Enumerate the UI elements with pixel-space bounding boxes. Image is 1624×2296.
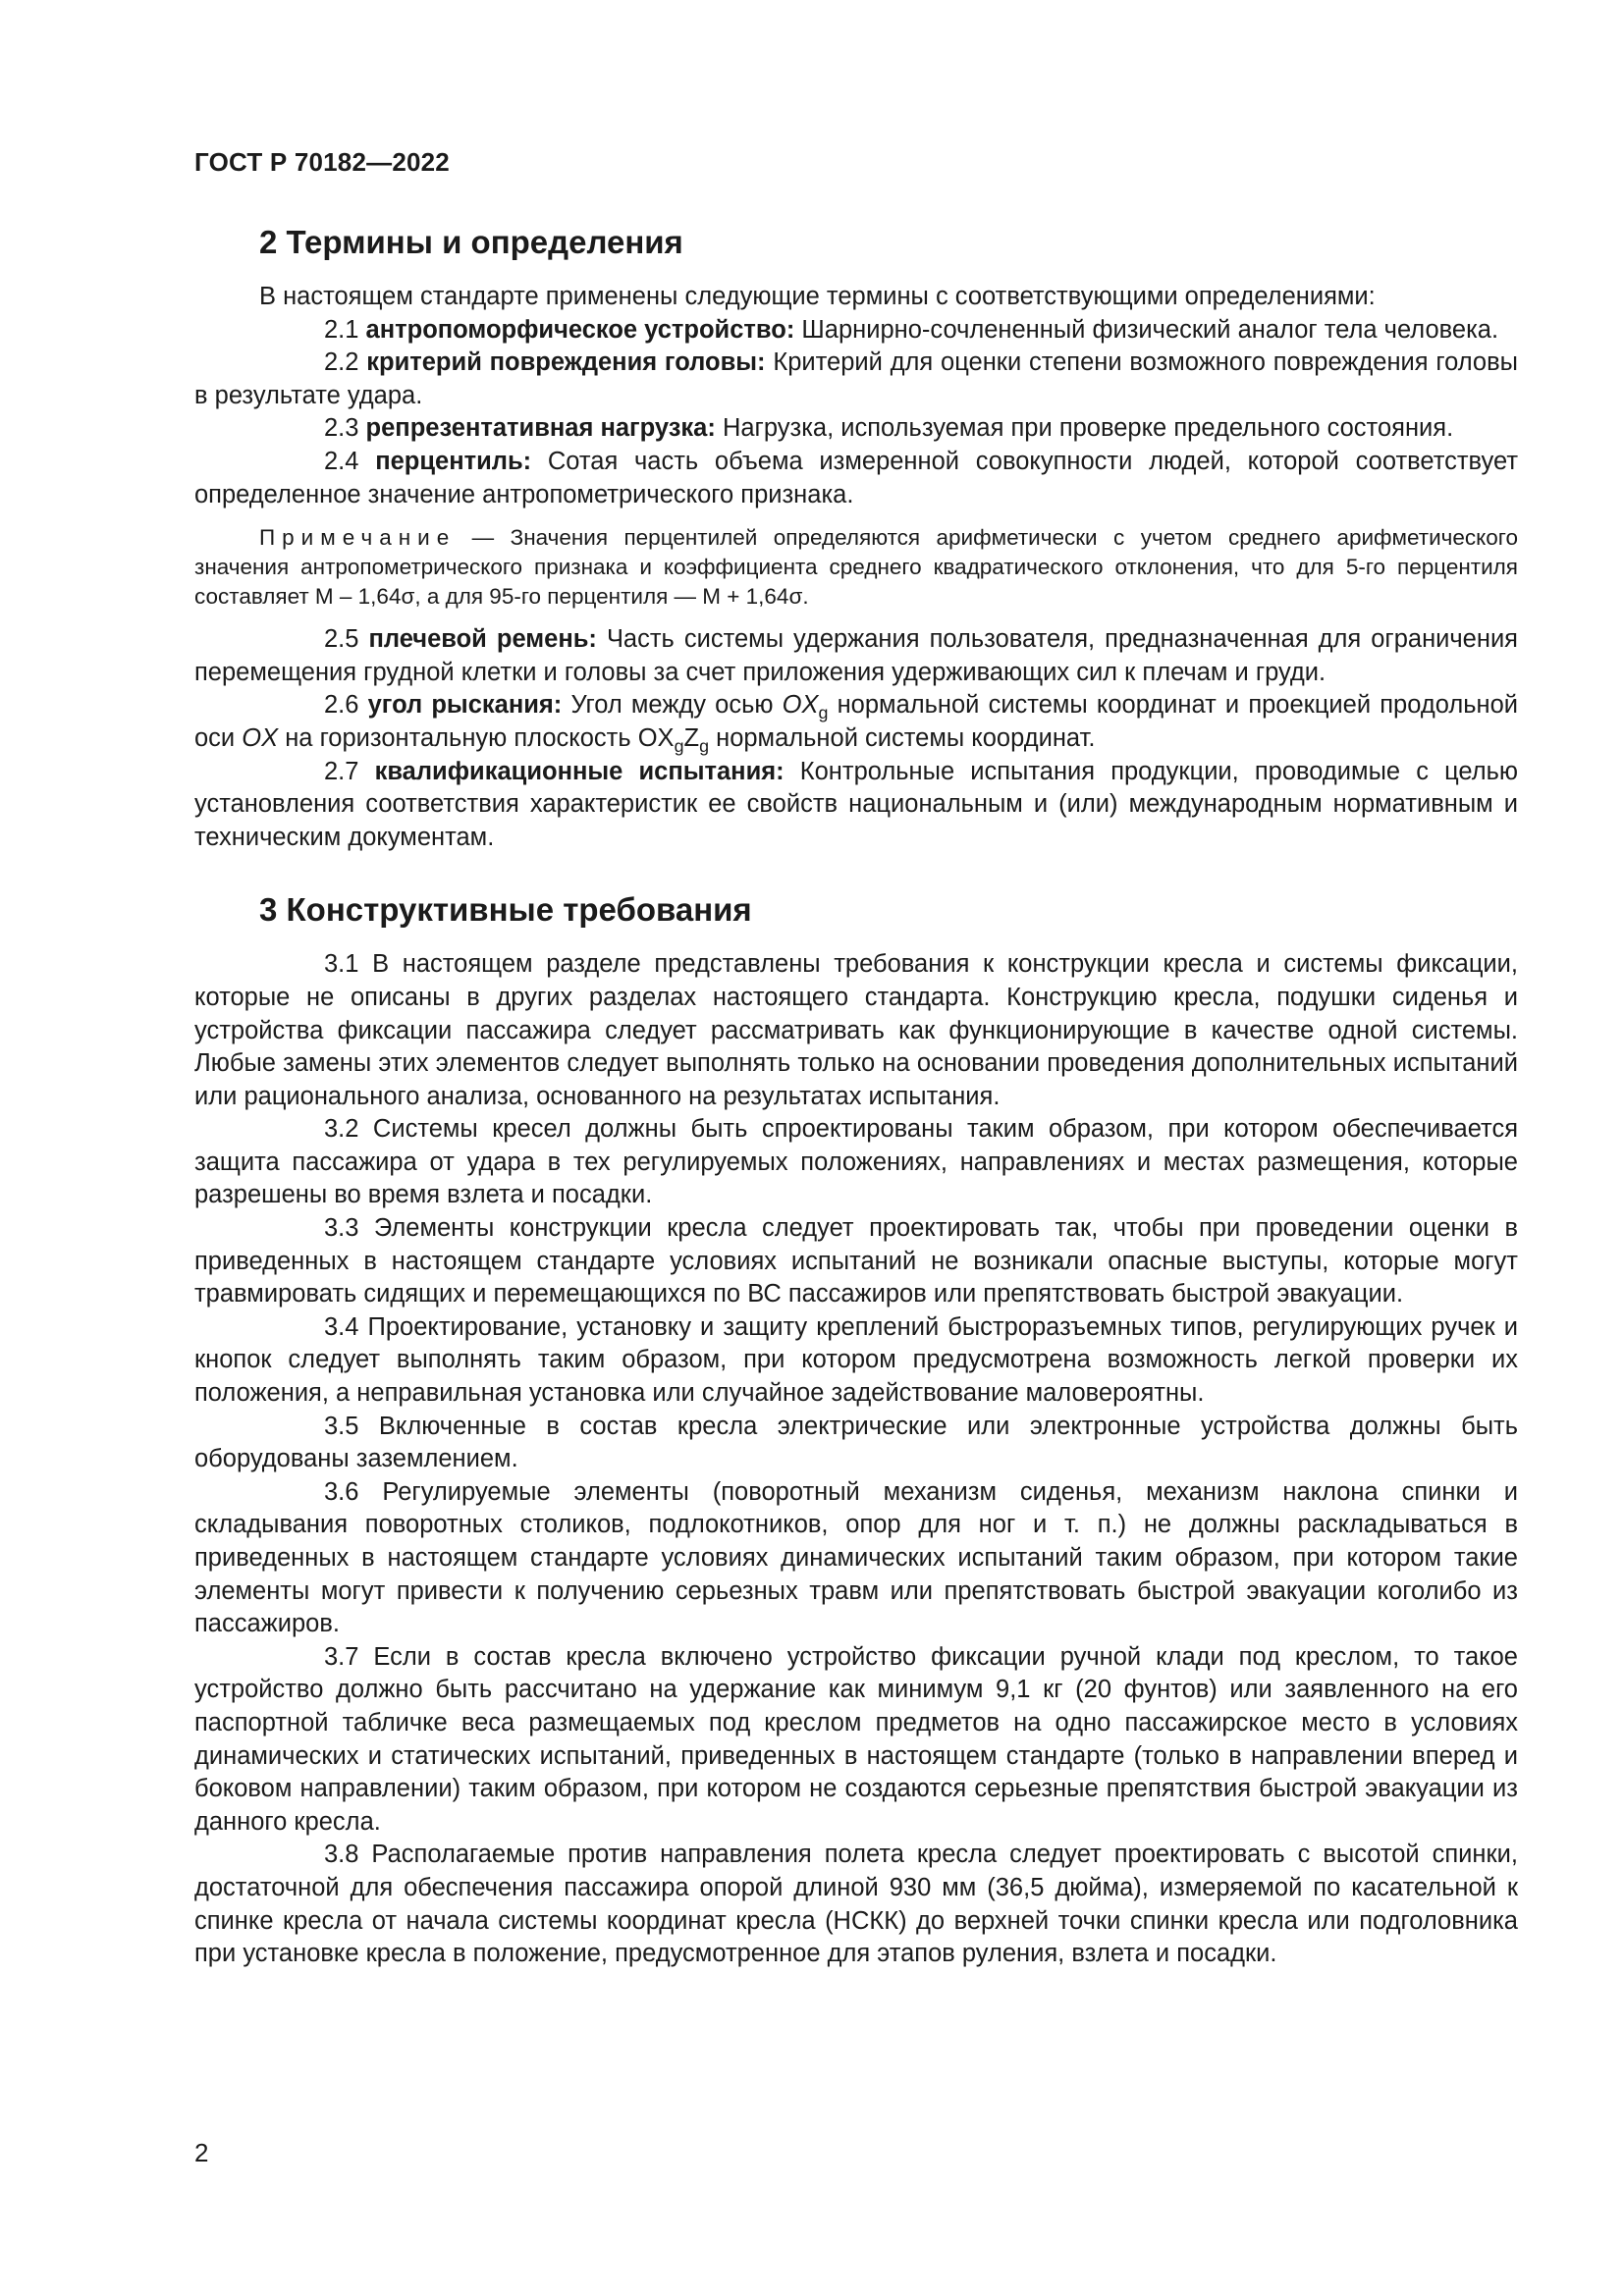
clause-text: Регулируемые элементы (поворотный механизм сиденья, механизм наклона спинки и складывания поворотных столиков, подлокотников, опор для ног и т. п.) не должны раскладываться в приведенных в настоящем стандарте условиях динамических испытаний таким образом, при котором такие элементы могут привести к получению серьезных травм или препятствовать быстрой эвакуации коголибо из пассажиров. <box>194 1477 1518 1638</box>
clause-3-4 <box>194 1311 1518 1411</box>
note-text: — Значения перцентилей определяются арифметически с учетом среднего арифметического значения антропометрического признака и коэффициента среднего квадратического отклонения, что для 5-го перцентиля составляет М – 1,64σ, а для 95-го перцентиля — М + 1,64σ. <box>194 525 1518 610</box>
clause-3-3 <box>194 1212 1518 1311</box>
term-definition: Сотая часть объема измеренной совокупности людей, которой соответствует определенное значение антропометрического признака. <box>194 447 1518 508</box>
term-number: 2.2 <box>324 348 359 377</box>
term-2-7 <box>194 756 1518 855</box>
percentile-note <box>194 523 1518 612</box>
term-2-5 <box>194 623 1518 689</box>
term-definition-part: нормальной системы координат и проекцией продольной оси <box>194 691 1519 752</box>
clause-text: Элементы конструкции кресла следует проектировать так, чтобы при проведении оценки в приведенных в настоящем стандарте условиях испытаний не возникали опасные выступы, которые могут травмировать сидящих и перемещающихся по ВС пассажиров или препятствовать быстрой эвакуации. <box>194 1214 1518 1308</box>
standard-code-header: ГОСТ Р 70182—2022 <box>194 147 450 177</box>
term-definition-part: на горизонтальную плоскость <box>285 723 631 752</box>
term-definition-part: Угол между осью <box>570 691 774 720</box>
clause-text: В настоящем разделе представлены требования к конструкции кресла и системы фиксации, которые не описаны в других разделах настоящего стандарта. Конструкцию кресла, подушки сиденья и устройства фиксации пассажира следует рассматривать как функционирующие в качестве одной системы. Любые замены этих элементов следует выполнять только на основании проведения дополнительных испытаний или рационального анализа, основанного на результатах испытания. <box>194 950 1518 1110</box>
clause-text: Включенные в состав кресла электрические или электронные устройства должны быть оборудованы заземлением. <box>194 1412 1518 1473</box>
clause-number: 3.6 <box>324 1477 359 1506</box>
term-2-6 <box>194 689 1518 755</box>
term-definition: Часть системы удержания пользователя, предназначенная для ограничения перемещения грудной клетки и головы за счет приложения удерживающих сил к плечам и груди. <box>194 625 1518 686</box>
axis-subscript: g <box>818 703 829 723</box>
term-number: 2.4 <box>324 447 359 475</box>
clause-3-8 <box>194 1839 1518 1970</box>
page-number: 2 <box>194 2138 209 2167</box>
plane-symbol: Z <box>683 723 700 752</box>
term-definition: Контрольные испытания продукции, проводимые с целью установления соответствия характеристик ее свойств национальным и (или) международным нормативным и техническим документам. <box>194 757 1519 851</box>
term-name: перцентиль: <box>375 447 532 475</box>
plane-subscript: g <box>699 735 710 756</box>
clause-number: 3.7 <box>324 1642 359 1671</box>
term-name: плечевой ремень: <box>368 625 597 654</box>
term-definition: Шарнирно-сочлененный физический аналог тела человека. <box>801 315 1499 344</box>
clause-number: 3.1 <box>324 950 359 979</box>
term-name: квалификационные испытания: <box>374 757 785 785</box>
clause-text: Проектирование, установку и защиту креплений быстроразъемных типов, регулирующих ручек и кнопок следует выполнять таким образом, при котором предусмотрена возможность легкой проверки их положения, а неправильная установка или случайное задействование маловероятны. <box>194 1312 1518 1408</box>
clause-3-5 <box>194 1411 1518 1476</box>
clause-3-2 <box>194 1113 1518 1212</box>
clause-text: Если в состав кресла включено устройство фиксации ручной клади под креслом, то такое устройство должно быть рассчитано на удержание как минимум 9,1 кг (20 фунтов) или заявленного на его паспортной табличке веса размещаемых под креслом предметов на одно пассажирское место в условиях динамических и статических испытаний, приведенных в настоящем стандарте (только в направлении вперед и боковом направлении) таким образом, при котором не создаются серьезные препятствия быстрой эвакуации из данного кресла. <box>194 1642 1518 1836</box>
axis-symbol: OX <box>782 691 819 720</box>
clause-number: 3.3 <box>324 1214 359 1243</box>
term-number: 2.3 <box>324 414 359 443</box>
plane-symbol: OX <box>637 723 675 752</box>
axis-symbol: OX <box>242 723 279 752</box>
clause-number: 3.4 <box>324 1312 359 1341</box>
clause-3-1 <box>194 948 1518 1113</box>
document-body <box>194 222 1518 1971</box>
term-number: 2.1 <box>324 315 359 344</box>
term-number: 2.6 <box>324 691 359 720</box>
term-number: 2.7 <box>324 757 359 785</box>
clause-number: 3.8 <box>324 1841 359 1869</box>
note-label: Примечание <box>259 525 457 551</box>
clause-number: 3.2 <box>324 1115 359 1144</box>
term-2-2 <box>194 347 1518 412</box>
term-definition: Нагрузка, используемая при проверке предельного состояния. <box>722 414 1454 443</box>
clause-3-6 <box>194 1476 1518 1641</box>
term-name: критерий повреждения головы: <box>366 348 766 377</box>
section-3-title: 3 Конструктивные требования <box>259 891 752 929</box>
term-2-3 <box>194 412 1518 446</box>
clause-text: Располагаемые против направления полета кресла следует проектировать с высотой спинки, достаточной для обеспечения пассажира опорой длиной 930 мм (36,5 дюйма), измеряемой по касательной к спинке кресла от начала системы координат кресла (НСКК) до верхней точки спинки кресла или подголовника при установке кресла в положение, предусмотренное для этапов руления, взлета и посадки. <box>194 1841 1518 1968</box>
clause-text: Системы кресел должны быть спроектированы таким образом, при котором обеспечивается защита пассажира от удара в тех регулируемых положениях, направлениях и местах размещения, которые разрешены во время взлета и посадки. <box>194 1115 1518 1209</box>
term-number: 2.5 <box>324 625 359 654</box>
section-2-title: 2 Термины и определения <box>259 224 683 260</box>
term-2-1 <box>194 314 1518 347</box>
term-name: угол рыскания: <box>367 691 563 720</box>
term-name: антропоморфическое устройство: <box>365 315 795 344</box>
term-definition-part: нормальной системы координат. <box>716 723 1096 752</box>
clause-number: 3.5 <box>324 1412 359 1440</box>
section-2-intro: В настоящем стандарте применены следующие термины с соответствующими определениями: <box>259 283 1376 310</box>
plane-subscript: g <box>674 735 684 756</box>
term-2-4 <box>194 446 1518 511</box>
clause-3-7 <box>194 1641 1518 1840</box>
term-definition: Критерий для оценки степени возможного повреждения головы в результате удара. <box>194 348 1518 409</box>
term-name: репрезентативная нагрузка: <box>365 414 716 443</box>
